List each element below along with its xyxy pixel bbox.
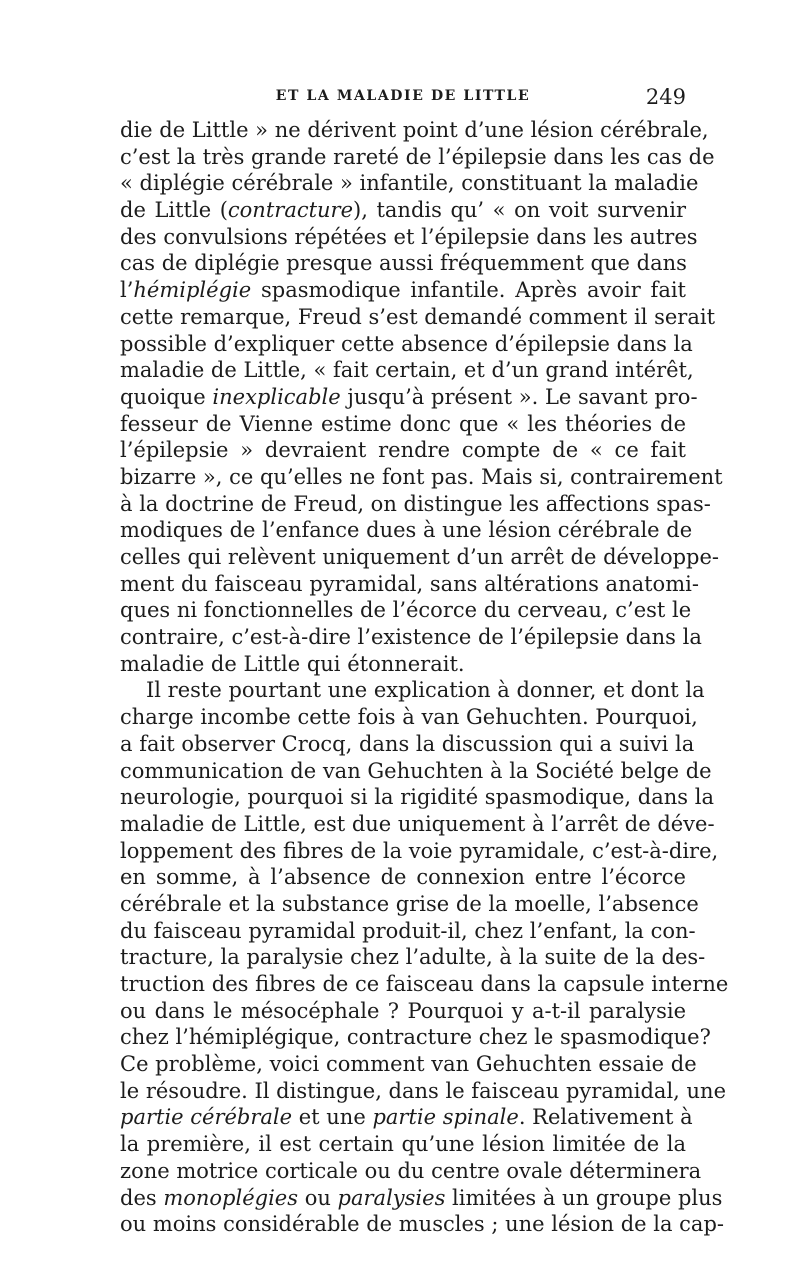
text-segment: ou [298,1185,338,1210]
text-segment: maladie de Little, « fait certain, et d’un grand intérêt, [120,358,694,383]
italic-text: monoplégies [163,1185,299,1210]
text-segment: l’épilepsie » devraient rendre compte de « ce fait [120,438,686,463]
text-line [120,811,715,838]
text-line [120,464,723,491]
text-segment: ou dans le mésocéphale ? Pourquoi y a-t-il paralysie [120,998,686,1023]
text-segment: tracture, la paralysie chez l’adulte, à la suite de la des- [120,945,706,970]
text-line [120,197,686,224]
text-segment: « diplégie cérébrale » infantile, constituant la maladie [120,171,699,196]
text-line [120,437,686,464]
text-segment: truction des fibres de ce faisceau dans la capsule interne [120,972,729,996]
text-line [120,944,706,971]
text-segment: maladie de Little, est due uniquement à l’arrêt de déve- [120,811,715,836]
text-line [120,544,720,571]
text-segment: quoique [120,384,213,409]
text-segment: de Little ( [120,198,228,223]
text-line [120,597,692,624]
body-text [120,117,729,1238]
text-segment: du faisceau pyramidal produit-il, chez l’enfant, la con- [120,918,696,943]
text-line [120,357,694,384]
text-line [120,1185,723,1212]
text-line [120,651,686,678]
text-segment: et une [292,1105,373,1130]
text-segment: ou moins considérable de muscles ; une lésion de la cap- [120,1212,724,1237]
text-line [120,731,695,758]
text-segment: limitées à un groupe plus [445,1185,723,1210]
text-segment: le résoudre. Il distingue, dans le faisceau pyramidal, une [120,1078,726,1103]
text-line [120,491,711,518]
text-line [120,277,686,304]
text-line [120,1131,686,1158]
text-segment: spasmodique infantile. Après avoir fait [251,278,686,303]
text-segment: fesseur de Vienne estime donc que « les théories de [120,411,686,436]
text-segment: communication de van Gehuchten à la Société belge de [120,758,712,783]
text-segment: ment du faisceau pyramidal, sans altérations anatomi- [120,571,699,596]
italic-text: paralysies [337,1185,446,1210]
text-segment: bizarre », ce qu’elles ne font pas. Mais si, contrairement [120,464,723,489]
text-segment: cas de diplégie presque aussi fréquemment que dans [120,251,687,276]
text-line [120,891,699,918]
text-segment: . Relativement à [518,1105,693,1130]
text-segment: zone motrice corticale ou du centre ovale déterminera [120,1158,702,1183]
text-line [120,117,709,144]
text-line [120,571,699,598]
text-line [120,1158,702,1185]
text-segment: maladie de Little qui étonnerait. [120,651,465,676]
italic-text: hémiplégie [133,278,252,303]
text-line [120,411,686,438]
text-segment: cette remarque, Freud s’est demandé comment il serait [120,304,716,329]
text-line [120,1211,724,1238]
text-segment: l’ [120,278,134,303]
running-title: ET LA MALADIE DE LITTLE [275,88,531,104]
text-line [120,1104,693,1131]
page-number: 249 [645,85,686,109]
text-line [120,331,693,358]
text-segment: die de Little » ne dérivent point d’une lésion cérébrale, [120,118,709,142]
text-segment: Il reste pourtant une explication à donner, et dont la [146,678,705,703]
italic-text: contracture [227,198,354,223]
text-line [120,864,686,891]
text-segment: c’est la très grande rareté de l’épilepsie dans les cas de [120,144,715,169]
text-line [120,624,702,651]
text-line [120,918,696,945]
text-line [120,224,698,251]
text-line [120,1051,697,1078]
text-segment: celles qui relèvent uniquement d’un arrêt de développe- [120,545,720,569]
text-line [120,998,686,1025]
text-segment: modiques de l’enfance dues à une lésion cérébrale de [120,518,693,543]
italic-text: partie spinale [372,1105,519,1130]
text-line [120,144,715,171]
text-segment: des [120,1185,164,1210]
text-line [120,758,712,785]
text-line [120,1078,726,1105]
text-segment: chez l’hémiplégique, contracture chez le spasmodique? [120,1025,711,1050]
text-segment: cérébrale et la substance grise de la moelle, l’absence [120,891,699,916]
text-line [120,784,714,811]
running-head [120,85,686,116]
text-segment: jusqu’à présent ». Le savant pro- [340,384,698,409]
text-segment: ), tandis qu’ « on voit survenir [353,198,686,223]
text-segment: loppement des fibres de la voie pyramidale, c’est-à-dire, [120,838,719,863]
text-line [120,250,686,277]
text-segment: en somme, à l’absence de connexion entre l’écorce [120,865,686,890]
text-line [120,1024,711,1051]
italic-text: partie cérébrale [120,1105,293,1130]
text-line [120,971,729,998]
italic-text: inexplicable [212,384,341,409]
text-segment: contraire, c’est-à-dire l’existence de l’épilepsie dans la [120,625,702,650]
text-line [120,384,698,411]
text-segment: charge incombe cette fois à van Gehuchten. Pourquoi, [120,705,698,730]
text-line [120,170,699,197]
text-segment: ques ni fonctionnelles de l’écorce du cerveau, c’est le [120,598,692,623]
text-segment: la première, il est certain qu’une lésion limitée de la [120,1132,686,1157]
text-segment: possible d’expliquer cette absence d’épilepsie dans la [120,331,693,356]
text-line [120,677,705,704]
text-line [120,704,698,731]
text-segment: à la doctrine de Freud, on distingue les affections spas- [120,491,711,516]
text-line [120,517,693,544]
text-line [120,838,719,865]
text-segment: des convulsions répétées et l’épilepsie dans les autres [120,224,698,249]
text-line [120,304,716,331]
text-segment: neurologie, pourquoi si la rigidité spasmodique, dans la [120,785,714,810]
text-segment: a fait observer Crocq, dans la discussion qui a suivi la [120,731,695,756]
text-segment: Ce problème, voici comment van Gehuchten essaie de [120,1052,697,1077]
